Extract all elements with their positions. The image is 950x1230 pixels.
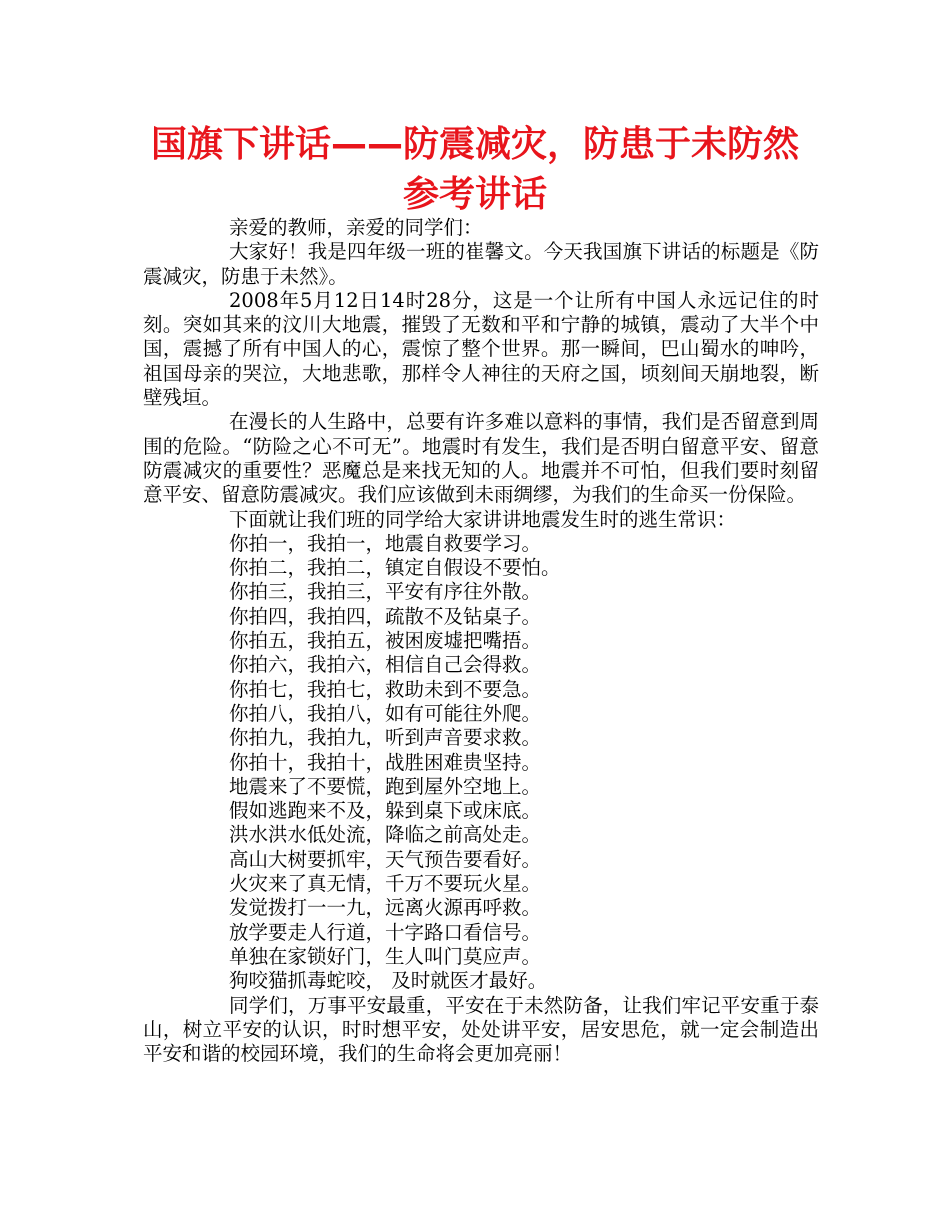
rhyme-line: 狗咬猫抓毒蛇咬， 及时就医才最好。 — [229, 969, 548, 993]
rhyme-line: 你拍二，我拍二，镇定自假设不要怕。 — [229, 556, 561, 580]
paragraph-wenchuan: 2008年5月12日14时28分，这是一个让所有中国人永远记住的时刻。突如其来的汶川大地震，摧毁了无数和平和宁静的城镇，震动了大半个中国，震撼了所有中国人的心，震惊了整个世界。那一瞬间，巴山蜀水的呻吟，祖国母亲的哭泣，大地悲歌，那样令人神往的天府之国，顷刻间天崩地裂，断壁残垣。 — [143, 288, 819, 410]
rhyme-line: 地震来了不要慌，跑到屋外空地上。 — [229, 774, 542, 798]
rhyme-line: 火灾来了真无情，千万不要玩火星。 — [229, 872, 542, 896]
document-title-line-1: 国旗下讲话——防震减灾，防患于未防然 — [150, 124, 799, 165]
rhyme-line: 你拍七，我拍七，救助未到不要急。 — [229, 677, 542, 701]
rhyme-line: 假如逃跑来不及，躲到桌下或床底。 — [229, 799, 542, 823]
rhyme-line: 你拍一，我拍一，地震自救要学习。 — [229, 531, 542, 555]
rhyme-line: 高山大树要抓牢，天气预告要看好。 — [229, 847, 542, 871]
rhyme-line: 发觉拨打一一九，远离火源再呼救。 — [229, 896, 542, 920]
rhyme-line: 放学要走人行道，十字路口看信号。 — [229, 920, 542, 944]
rhyme-line: 洪水洪水低处流，降临之前高处走。 — [229, 823, 542, 847]
rhyme-line: 你拍九，我拍九，听到声音要求救。 — [229, 726, 542, 750]
rhyme-line: 你拍五，我拍五，被困废墟把嘴捂。 — [229, 629, 542, 653]
document-body — [143, 216, 819, 1066]
rhyme-line: 你拍四，我拍四，疏散不及钻桌子。 — [229, 604, 542, 628]
rhyme-line: 你拍六，我拍六，相信自己会得救。 — [229, 653, 542, 677]
paragraph-safety: 在漫长的人生路中，总要有许多难以意料的事情，我们是否留意到周围的危险。“防险之心不可无”。地震时有发生，我们是否明白留意平安、留意防震减灾的重要性？恶魔总是来找无知的人。地震并不可怕，但我们要时刻留意平安、留意防震减灾。我们应该做到未雨绸缪，为我们的生命买一份保险。 — [143, 410, 819, 507]
salutation: 亲爱的教师，亲爱的同学们： — [229, 216, 483, 239]
paragraph-lead-in: 下面就让我们班的同学给大家讲讲地震发生时的逃生常识： — [229, 507, 737, 531]
paragraph-closing: 同学们，万事平安最重，平安在于未然防备，让我们牢记平安重于泰山，树立平安的认识，时时想平安，处处讲平安，居安思危，就一定会制造出平安和谐的校园环境，我们的生命将会更加亮丽！ — [143, 993, 819, 1066]
rhyme-line: 你拍十，我拍十，战胜困难贵坚持。 — [229, 750, 542, 774]
rhyme-line: 你拍八，我拍八，如有可能往外爬。 — [229, 701, 542, 725]
rhyme-line: 你拍三，我拍三，平安有序往外散。 — [229, 580, 542, 604]
rhyme-line: 单独在家锁好门，生人叫门莫应声。 — [229, 944, 542, 968]
paragraph-intro: 大家好！我是四年级一班的崔馨文。今天我国旗下讲话的标题是《防震减灾，防患于未然》。 — [143, 240, 819, 288]
document-title-line-2: 参考讲话 — [402, 174, 547, 215]
